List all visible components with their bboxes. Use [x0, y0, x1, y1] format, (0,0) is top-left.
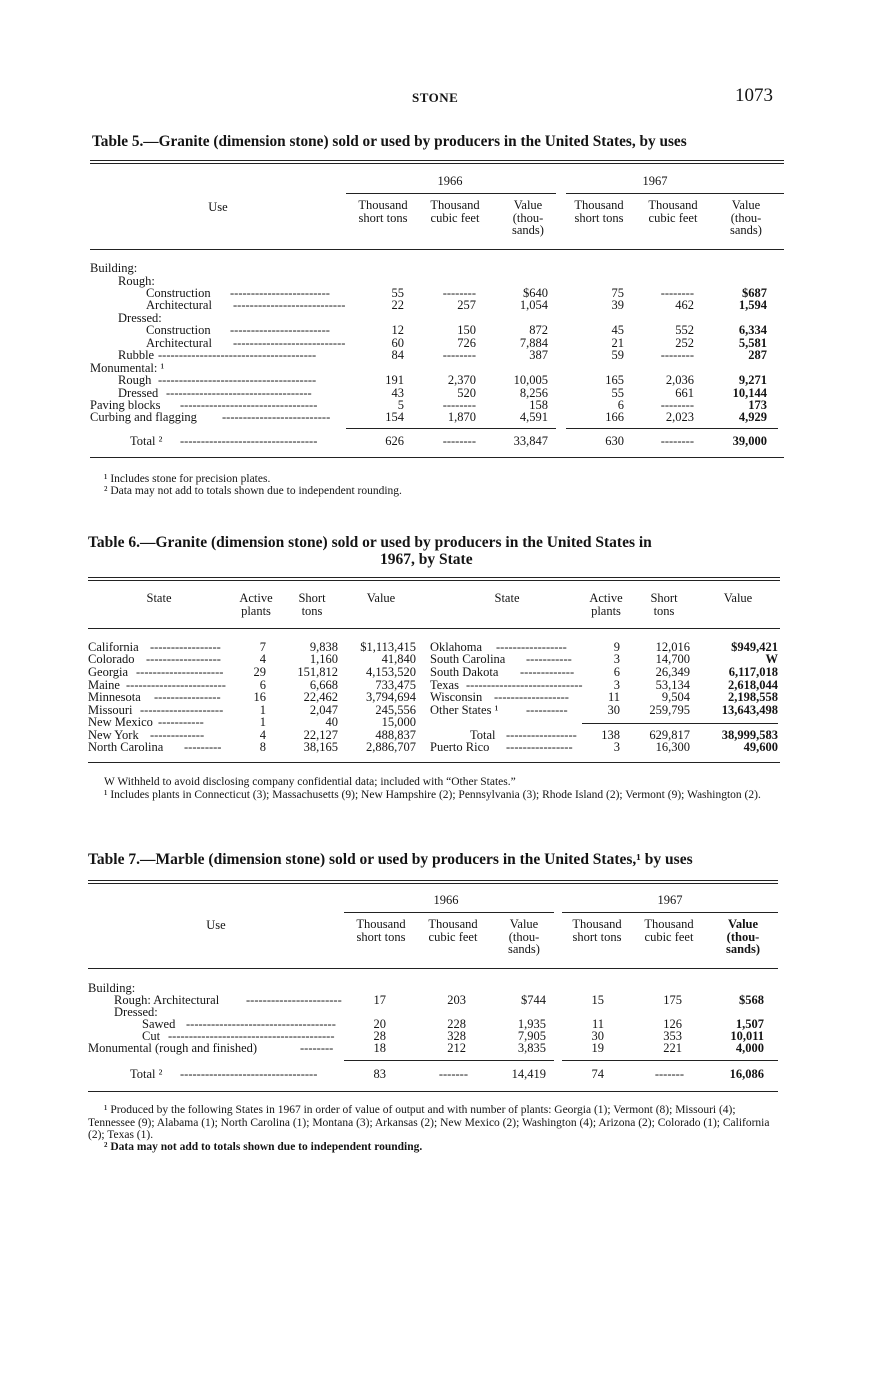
running-title: STONE [412, 90, 459, 105]
table-row: Architectural --------------------------- 22 257 1,054 39 462 1,594 [146, 298, 767, 312]
table-row: Monumental: ¹ [90, 361, 165, 375]
col-heading: Thousand short tons [358, 198, 408, 225]
table-row: Building: [90, 261, 138, 275]
table-row: Rough: Architectural ----------------------- 17 203 $744 15 175 $568 [114, 993, 764, 1007]
table-row: New Mexico ----------- 1 40 15,000 [88, 715, 416, 729]
table-row: North Carolina --------- 8 38,165 2,886,707 Puerto Rico ---------------- 3 16,300 49,600 [88, 740, 778, 754]
col-heading: Thousand cubic feet [648, 198, 698, 225]
col-heading: Thousand short tons [356, 917, 406, 944]
table-row: Missouri -------------------- 1 2,047 245,556 Other States ¹ ---------- 30 259,795 13,643,498 [88, 703, 778, 717]
table-row: Georgia --------------------- 29 151,812 4,153,520 South Dakota ------------- 6 26,349 6,117,018 [88, 665, 778, 679]
table-row: Maine ------------------------ 6 6,668 733,475 Texas ---------------------------- 3 53,134 2,618,044 [88, 678, 778, 692]
table-row: Architectural --------------------------- 60 726 7,884 21 252 5,581 [146, 336, 767, 350]
page-number: 1073 [735, 85, 773, 106]
year-1966-heading: 1966 [437, 174, 463, 188]
table-row: Construction ------------------------ 12 150 872 45 552 6,334 [146, 323, 767, 337]
col-heading: Thousand short tons [572, 917, 622, 944]
table-row: Cut ---------------------------------------- 28 328 7,905 30 353 10,011 [142, 1029, 764, 1043]
value-heading: Value [723, 591, 753, 605]
state-heading: State [494, 591, 520, 605]
col-heading: Value (thou-sands) [512, 198, 544, 237]
table-row: Dressed ----------------------------------- 43 520 8,256 55 661 10,144 [118, 386, 767, 400]
table-row: Monumental (rough and finished) -------- 18 212 3,835 19 221 4,000 [88, 1041, 764, 1055]
footnote: W Withheld to avoid disclosing company confidential data; included with “Other States.” [104, 776, 516, 788]
use-column-heading: Use [206, 918, 226, 932]
table-row: Building: [88, 981, 136, 995]
value-heading: Value [366, 591, 396, 605]
year-1966-heading: 1966 [433, 893, 459, 907]
footnote: ² Data may not add to totals shown due to independent rounding. [104, 485, 402, 497]
table-7-title: Table 7.—Marble (dimension stone) sold or used by producers in the United States,¹ by uses [88, 851, 693, 868]
table-5-title: Table 5.—Granite (dimension stone) sold or used by producers in the United States, by uses [92, 133, 687, 150]
col-heading: Thousand cubic feet [430, 198, 480, 225]
table-row: Rough: [118, 274, 155, 288]
col-heading: Thousand cubic feet [428, 917, 478, 944]
table-row: Curbing and flagging -------------------------- 154 1,870 4,591 166 2,023 4,929 [90, 410, 767, 424]
col-heading: Thousand short tons [574, 198, 624, 225]
table-row: Sawed ------------------------------------ 20 228 1,935 11 126 1,507 [142, 1017, 764, 1031]
use-column-heading: Use [208, 200, 228, 214]
col-heading: Value (thou-sands) [730, 198, 762, 237]
table-row: Construction ------------------------ 55 -------- $640 75 -------- $687 [146, 286, 767, 300]
footnote: ¹ Produced by the following States in 1967 in order of value of output and with number of plants: Georgia (1); Vermont (8); Missouri (4); Tennessee (9); Alabama (1); North Carolina (1); Montana (3); Arkansas (2); New Mexico (2); Washington (4); Arizona (2); Colorado (1); California (2); Texas (1). [88, 1104, 770, 1141]
table-total-row: Total ² --------------------------------- 626 -------- 33,847 630 -------- 39,000 [130, 434, 767, 448]
table-6-title-line-2: 1967, by State [380, 551, 473, 568]
table-total-row: Total ² --------------------------------- 83 ------- 14,419 74 ------- 16,086 [130, 1067, 764, 1081]
table-6-title-line-1: Table 6.—Granite (dimension stone) sold or used by producers in the United States in [88, 534, 652, 551]
footnote: ¹ Includes plants in Connecticut (3); Massachusetts (9); New Hampshire (2); Pennsylvania (3); Rhode Island (2); Vermont (9); Washington (2). [104, 789, 761, 801]
year-1967-heading: 1967 [642, 174, 668, 188]
plants-heading: Active plants [239, 591, 273, 618]
footnote: ² Data may not add to totals shown due to independent rounding. [104, 1141, 423, 1153]
table-row: Dressed: [118, 311, 162, 325]
table-row: Rubble -------------------------------------- 84 -------- 387 59 -------- 287 [118, 348, 767, 362]
table-row: Dressed: [114, 1005, 158, 1019]
state-heading: State [146, 591, 172, 605]
table-row: Colorado ------------------ 4 1,160 41,840 South Carolina ----------- 3 14,700 W [88, 652, 778, 666]
table-row: Paving blocks --------------------------------- 5 -------- 158 6 -------- 173 [90, 398, 767, 412]
col-heading: Thousand cubic feet [644, 917, 694, 944]
table-row: California ----------------- 7 9,838 $1,113,415 Oklahoma ----------------- 9 12,016 $949,421 [88, 640, 778, 654]
year-1967-heading: 1967 [657, 893, 683, 907]
tons-heading: Short tons [650, 591, 678, 618]
table-row: Minnesota ---------------- 16 22,462 3,794,694 Wisconsin ------------------ 11 9,504 2,198,558 [88, 690, 778, 704]
col-heading: Value (thou-sands) [508, 917, 540, 956]
plants-heading: Active plants [589, 591, 623, 618]
table-row: Rough -------------------------------------- 191 2,370 10,005 165 2,036 9,271 [118, 373, 767, 387]
tons-heading: Short tons [298, 591, 326, 618]
footnote: ¹ Includes stone for precision plates. [104, 473, 271, 485]
table-row: New York ------------- 4 22,127 488,837 Total ----------------- 138 629,817 38,999,583 [88, 728, 778, 742]
col-heading: Value (thou-sands) [725, 917, 761, 956]
